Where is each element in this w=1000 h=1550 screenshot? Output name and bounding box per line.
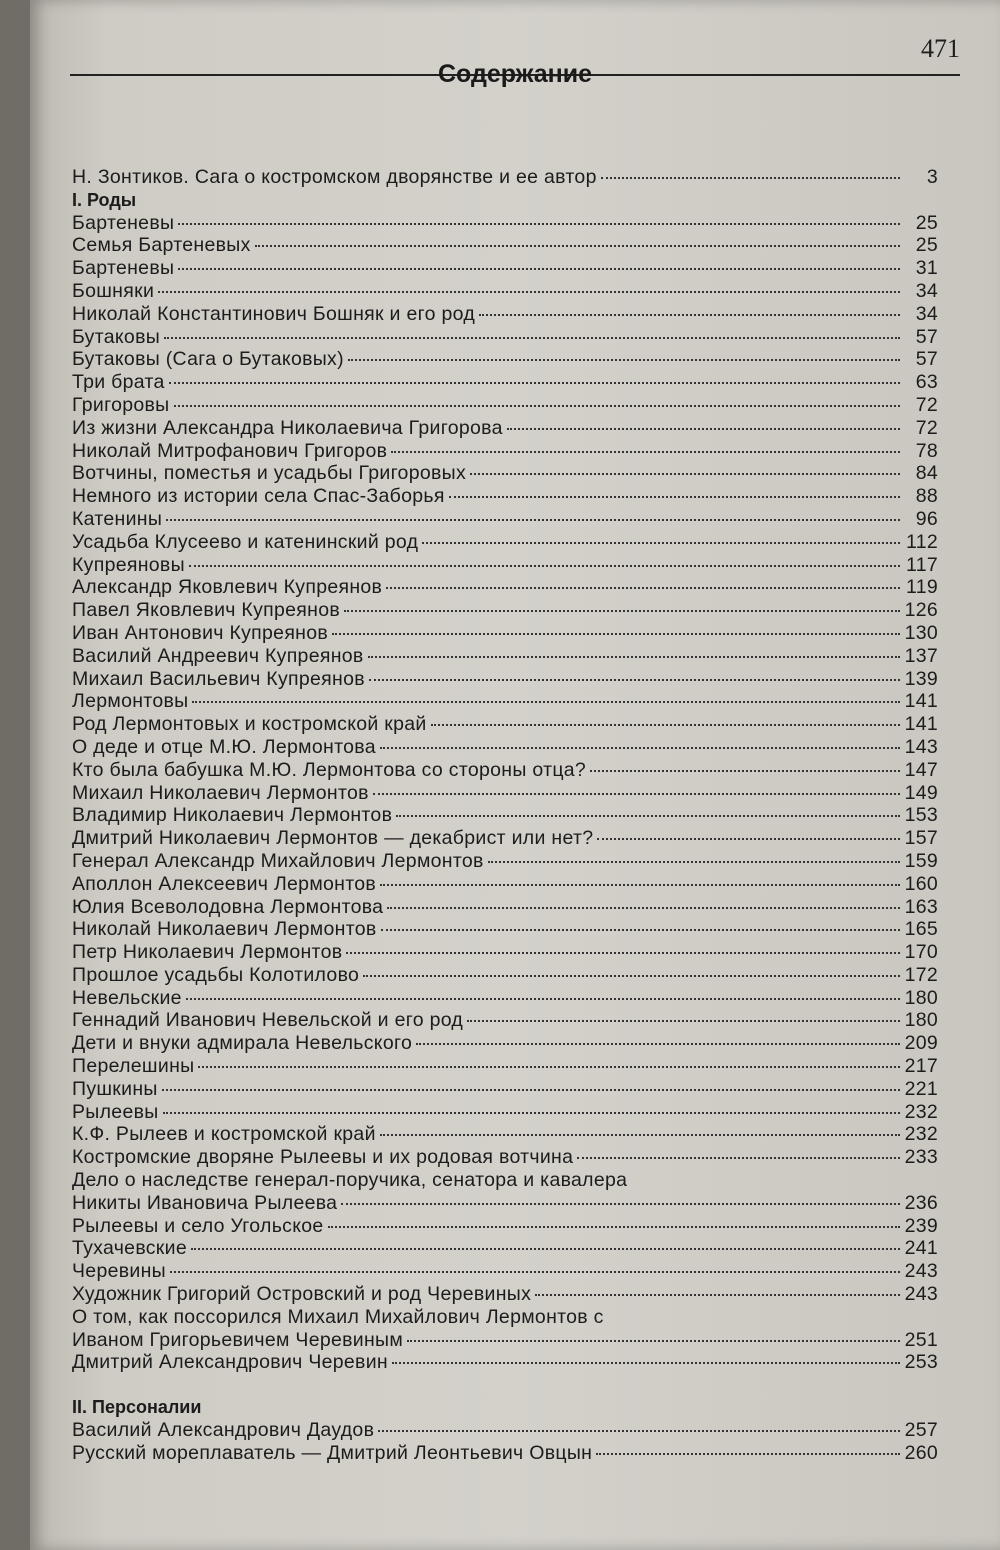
toc-entry-text: Катенины xyxy=(72,507,163,530)
toc-entry-page: 233 xyxy=(904,1146,938,1169)
dot-leader xyxy=(387,907,900,909)
section-entries xyxy=(72,1215,938,1306)
dot-leader xyxy=(191,1248,900,1250)
toc-entry-page: 25 xyxy=(915,234,938,257)
dot-leader xyxy=(328,1226,900,1228)
dot-leader xyxy=(378,1430,900,1432)
toc-entry-page: 170 xyxy=(904,941,938,964)
toc-entry xyxy=(72,417,938,440)
toc-entry-text: Иван Антонович Купреянов xyxy=(72,621,329,644)
toc-entry-page: 251 xyxy=(904,1328,938,1351)
toc-entry xyxy=(72,782,938,805)
toc-entry xyxy=(72,622,938,645)
dot-leader xyxy=(174,405,901,407)
toc-entry xyxy=(72,645,938,668)
toc-entry-multiline xyxy=(72,1169,938,1215)
toc-entry-text: Павел Яковлевич Купреянов xyxy=(72,599,341,622)
toc-entry xyxy=(72,1442,938,1465)
toc-entry-text: Николай Митрофанович Григоров xyxy=(72,439,388,462)
toc-entry-text: Василий Андреевич Купреянов xyxy=(72,644,364,667)
toc-entry xyxy=(72,1146,938,1169)
toc-entry xyxy=(72,1283,938,1306)
toc-entry xyxy=(72,554,938,577)
dot-leader xyxy=(170,1271,900,1273)
toc-entry xyxy=(72,371,938,394)
toc-entry-text: Н. Зонтиков. Сага о костромском дворянстве и ее автор xyxy=(72,166,597,188)
toc-entry-text: Бутаковы (Сага о Бутаковых) xyxy=(72,348,344,371)
toc-entry-text-line1: Дело о наследстве генерал-поручика, сенатора и кавалера xyxy=(72,1169,628,1192)
toc-entry-text: Генерал Александр Михайлович Лермонтов xyxy=(72,849,484,872)
toc-entry xyxy=(72,485,938,508)
dot-leader xyxy=(163,1112,900,1114)
toc-entry xyxy=(72,1055,938,1078)
dot-leader xyxy=(391,451,900,453)
toc-entry xyxy=(72,941,938,964)
toc-entry-text: Пушкины xyxy=(72,1077,158,1100)
toc-entry-text: Купреяновы xyxy=(72,553,185,576)
toc-entry-page: 232 xyxy=(904,1100,938,1123)
toc-entry-page: 57 xyxy=(915,325,938,348)
toc-entry-text: Прошлое усадьбы Колотилово xyxy=(72,963,360,986)
toc-entry-page: 34 xyxy=(915,279,938,302)
dot-leader xyxy=(601,177,900,179)
dot-leader xyxy=(380,747,900,749)
toc-entry xyxy=(72,690,938,713)
toc-entry-page: 117 xyxy=(906,553,938,576)
toc-entry xyxy=(72,508,938,531)
toc-entry xyxy=(72,1329,938,1352)
dot-leader xyxy=(346,952,900,954)
toc-entry-text: Бартеневы xyxy=(72,211,175,234)
dot-leader xyxy=(449,496,900,498)
dot-leader xyxy=(178,223,900,225)
dot-leader xyxy=(186,998,900,1000)
dot-leader xyxy=(380,884,900,886)
toc-entry-page: 253 xyxy=(904,1351,938,1374)
dot-leader xyxy=(488,861,900,863)
toc-entry-page: 34 xyxy=(915,302,938,325)
toc-entry-text: Черевины xyxy=(72,1260,166,1283)
dot-leader xyxy=(348,359,900,361)
section-entries xyxy=(72,1351,938,1374)
toc-entry-page: 3 xyxy=(926,166,938,188)
toc-entry-text: Тухачевские xyxy=(72,1237,187,1260)
toc-entry-text: Невельские xyxy=(72,986,182,1009)
toc-entry-page: 112 xyxy=(906,530,938,553)
toc-entry-page: 163 xyxy=(904,895,938,918)
toc-entry-text: Из жизни Александра Николаевича Григорова xyxy=(72,416,503,439)
toc-entry-page: 31 xyxy=(915,257,938,280)
toc-entry xyxy=(72,599,938,622)
toc-entry-page: 78 xyxy=(915,439,938,462)
dot-leader xyxy=(368,656,900,658)
toc-entry-text-line1: О том, как поссорился Михаил Михайлович Лермонтов с xyxy=(72,1305,604,1328)
dot-leader xyxy=(169,382,900,384)
toc-entry-page: 241 xyxy=(904,1237,938,1260)
toc-entry-page: 243 xyxy=(904,1283,938,1306)
toc-entry xyxy=(72,326,938,349)
toc-entry-text: Владимир Николаевич Лермонтов xyxy=(72,804,393,827)
toc-entry-page: 149 xyxy=(904,781,938,804)
toc-entry-page: 143 xyxy=(904,735,938,758)
toc-entry-page: 141 xyxy=(904,690,938,713)
toc-entry-page: 180 xyxy=(904,1009,938,1032)
table-of-contents xyxy=(72,166,938,1465)
toc-entry xyxy=(72,1101,938,1124)
toc-entry xyxy=(72,1009,938,1032)
toc-entry-text: Вотчины, поместья и усадьбы Григоровых xyxy=(72,462,467,485)
toc-entry xyxy=(72,736,938,759)
dot-leader xyxy=(178,268,900,270)
dot-leader xyxy=(577,1157,900,1159)
toc-entry-text: Николай Николаевич Лермонтов xyxy=(72,918,377,941)
toc-entry xyxy=(72,1192,938,1215)
section-gap xyxy=(72,1374,938,1396)
dot-leader xyxy=(332,633,900,635)
toc-entry xyxy=(72,462,938,485)
toc-entry-text: Николай Константинович Бошняк и его род xyxy=(72,302,475,325)
section-heading: II. Персоналии xyxy=(72,1397,202,1418)
toc-entry-text: Геннадий Иванович Невельской и его род xyxy=(72,1009,464,1032)
toc-entry xyxy=(72,1351,938,1374)
toc-entry-page: 96 xyxy=(915,507,938,530)
section-entries xyxy=(72,212,938,1169)
toc-entry-text: Кто была бабушка М.Ю. Лермонтова со стороны отца? xyxy=(72,758,587,781)
dot-leader xyxy=(363,975,900,977)
section-entries xyxy=(72,1419,938,1465)
toc-entry-page: 84 xyxy=(915,462,938,485)
toc-entry xyxy=(72,850,938,873)
dot-leader xyxy=(189,565,900,567)
toc-entry xyxy=(72,987,938,1010)
toc-entry-text: Рылеевы и село Угольское xyxy=(72,1214,324,1237)
toc-entry xyxy=(72,1123,938,1146)
dot-leader xyxy=(422,542,900,544)
toc-entry-page: 260 xyxy=(904,1441,938,1464)
toc-entry-text: Усадьба Клусеево и катенинский род xyxy=(72,530,419,553)
toc-entry-page: 119 xyxy=(906,576,938,599)
page-title: Содержание xyxy=(437,60,593,88)
toc-entry-page: 153 xyxy=(904,804,938,827)
dot-leader xyxy=(431,724,900,726)
toc-entry-page: 57 xyxy=(915,348,938,371)
toc-entry-page: 141 xyxy=(904,713,938,736)
toc-entry-text: Лермонтовы xyxy=(72,690,189,713)
toc-entry-page: 236 xyxy=(904,1191,938,1214)
toc-entry-text: Бутаковы xyxy=(72,325,161,348)
toc-entry xyxy=(72,1215,938,1238)
toc-entry xyxy=(72,759,938,782)
toc-entry-text-line2: Иваном Григорьевичем Черевиным xyxy=(72,1328,404,1351)
toc-entry-text: Юлия Всеволодовна Лермонтова xyxy=(72,895,384,918)
toc-entry-page: 137 xyxy=(904,644,938,667)
dot-leader xyxy=(380,1134,900,1136)
toc-entry-text: Петр Николаевич Лермонтов xyxy=(72,941,343,964)
toc-entry-text: К.Ф. Рылеев и костромской край xyxy=(72,1123,376,1146)
dot-leader xyxy=(369,679,900,681)
toc-entry-text: Три брата xyxy=(72,371,165,394)
toc-entry xyxy=(72,257,938,280)
toc-entry-page: 159 xyxy=(904,849,938,872)
toc-entry-intro xyxy=(72,166,938,189)
section-heading: I. Роды xyxy=(72,189,137,210)
toc-entry-text: Аполлон Алексеевич Лермонтов xyxy=(72,872,377,895)
toc-entry-text: Рылеевы xyxy=(72,1100,159,1123)
toc-entry-page: 180 xyxy=(904,986,938,1009)
toc-entry-text: Григоровы xyxy=(72,393,170,416)
toc-entry-text: Перелешины xyxy=(72,1055,195,1078)
toc-entry-page: 217 xyxy=(904,1055,938,1078)
toc-entry xyxy=(72,1032,938,1055)
dot-leader xyxy=(535,1294,900,1296)
toc-entry-text: Александр Яковлевич Купреянов xyxy=(72,576,383,599)
toc-entry-page: 221 xyxy=(904,1077,938,1100)
toc-entry-page: 243 xyxy=(904,1260,938,1283)
dot-leader xyxy=(396,815,900,817)
dot-leader xyxy=(392,1362,900,1364)
toc-entry-text: Михаил Васильевич Купреянов xyxy=(72,667,365,690)
toc-entry xyxy=(72,348,938,371)
toc-entry xyxy=(72,1260,938,1283)
dot-leader xyxy=(373,793,900,795)
toc-entry-page: 157 xyxy=(904,827,938,850)
toc-entry xyxy=(72,576,938,599)
toc-entry-multiline xyxy=(72,1306,938,1352)
toc-entry-page: 172 xyxy=(904,963,938,986)
toc-entry xyxy=(72,827,938,850)
toc-entry-page: 63 xyxy=(915,371,938,394)
dot-leader xyxy=(198,1066,900,1068)
toc-entry xyxy=(72,1419,938,1442)
toc-entry-page: 232 xyxy=(904,1123,938,1146)
toc-entry-page: 239 xyxy=(904,1214,938,1237)
toc-entry xyxy=(72,394,938,417)
book-page xyxy=(30,0,1000,1550)
toc-entry-page: 126 xyxy=(904,599,938,622)
toc-entry-page: 165 xyxy=(904,918,938,941)
dot-leader xyxy=(479,314,900,316)
toc-entry-page: 209 xyxy=(904,1032,938,1055)
dot-leader xyxy=(386,587,900,589)
dot-leader xyxy=(596,1453,900,1455)
toc-entry xyxy=(72,918,938,941)
toc-entry-text-line2: Никиты Ивановича Рылеева xyxy=(72,1191,338,1214)
toc-entry xyxy=(72,531,938,554)
dot-leader xyxy=(467,1020,900,1022)
toc-entry-text: Василий Александрович Даудов xyxy=(72,1419,375,1442)
dot-leader xyxy=(470,473,900,475)
toc-entry xyxy=(72,804,938,827)
toc-entry-page: 72 xyxy=(915,393,938,416)
toc-entry xyxy=(72,234,938,257)
toc-entry-page: 25 xyxy=(915,211,938,234)
dot-leader xyxy=(164,337,900,339)
toc-entry xyxy=(72,873,938,896)
dot-leader xyxy=(590,770,900,772)
toc-entry xyxy=(72,713,938,736)
toc-entry-text: Бошняки xyxy=(72,279,155,302)
toc-entry xyxy=(72,896,938,919)
dot-leader xyxy=(416,1043,900,1045)
dot-leader xyxy=(597,838,900,840)
toc-entry-text: О деде и отце М.Ю. Лермонтова xyxy=(72,735,376,758)
toc-entry xyxy=(72,280,938,303)
dot-leader xyxy=(381,929,900,931)
toc-entry xyxy=(72,1078,938,1101)
toc-entry-page: 139 xyxy=(904,667,938,690)
toc-entry-text: Дмитрий Александрович Черевин xyxy=(72,1351,388,1374)
toc-entry xyxy=(72,964,938,987)
toc-entry-text: Семья Бартеневых xyxy=(72,234,251,257)
toc-entry xyxy=(72,303,938,326)
dot-leader xyxy=(158,291,900,293)
toc-entry xyxy=(72,668,938,691)
toc-entry xyxy=(72,212,938,235)
dot-leader xyxy=(255,245,900,247)
dot-leader xyxy=(344,610,900,612)
dot-leader xyxy=(341,1203,900,1205)
toc-entry xyxy=(72,1237,938,1260)
toc-entry-page: 88 xyxy=(915,485,938,508)
toc-entry xyxy=(72,440,938,463)
dot-leader xyxy=(407,1340,900,1342)
toc-entry-text: Русский мореплаватель — Дмитрий Леонтьевич Овцын xyxy=(72,1441,593,1464)
toc-entry-text: Костромские дворяне Рылеевы и их родовая вотчина xyxy=(72,1146,574,1169)
toc-entry-text: Дети и внуки адмирала Невельского xyxy=(72,1032,413,1055)
toc-entry-page: 147 xyxy=(904,758,938,781)
toc-entry-text: Немного из истории села Спас-Заборья xyxy=(72,485,445,508)
toc-entry-page: 130 xyxy=(904,621,938,644)
toc-entry-text: Род Лермонтовых и костромской край xyxy=(72,713,427,736)
toc-entry-page: 257 xyxy=(904,1419,938,1442)
page-number: 471 xyxy=(921,34,960,63)
toc-entry-page: 160 xyxy=(904,872,938,895)
dot-leader xyxy=(166,519,900,521)
dot-leader xyxy=(192,701,900,703)
toc-entry-page: 72 xyxy=(915,416,938,439)
toc-entry-text: Художник Григорий Островский и род Черевиных xyxy=(72,1283,532,1306)
toc-entry-text: Михаил Николаевич Лермонтов xyxy=(72,781,369,804)
dot-leader xyxy=(162,1089,900,1091)
toc-entry-text: Дмитрий Николаевич Лермонтов — декабрист или нет? xyxy=(72,827,594,850)
dot-leader xyxy=(507,428,900,430)
toc-entry-text: Бартеневы xyxy=(72,257,175,280)
